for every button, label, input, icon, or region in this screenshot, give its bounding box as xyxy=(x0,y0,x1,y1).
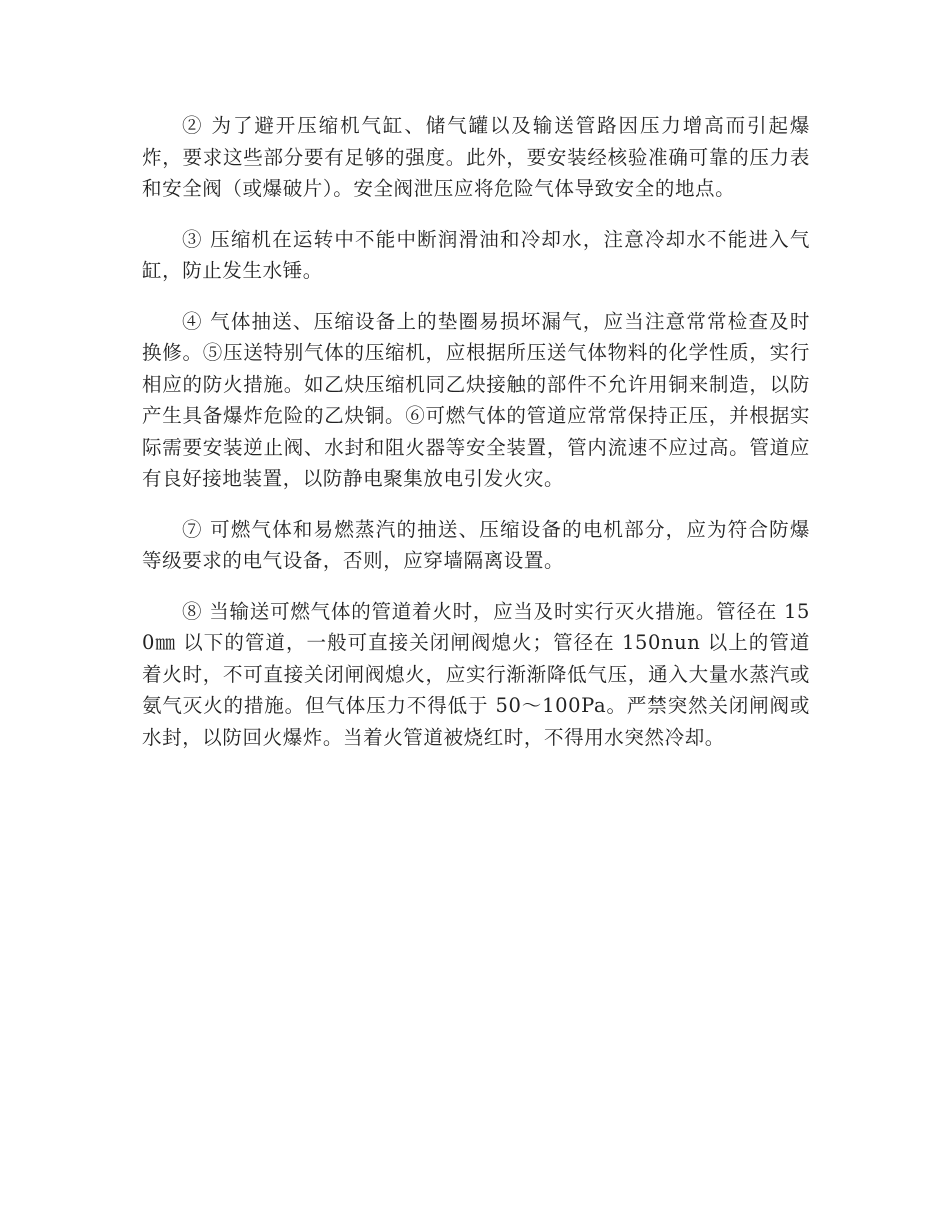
paragraph-4-6: ④ 气体抽送、压缩设备上的垫圈易损坏漏气，应当注意常常检查及时换修。⑤压送特别气体的压缩机，应根据所压送气体物料的化学性质，实行相应的防火措施。如乙炔压缩机同乙炔接触的部件不允许用铜来制造，以防产生具备爆炸危险的乙炔铜。⑥可燃气体的管道应常常保持正压，并根据实际需要安装逆止阀、水封和阻火器等安全装置，管内流速不应过高。管道应有良好接地装置，以防静电聚集放电引发火灾。 xyxy=(142,309,810,490)
paragraph-8: ⑧ 当输送可燃气体的管道着火时，应当及时实行灭火措施。管径在 150㎜ 以下的管道，一般可直接关闭闸阀熄火；管径在 150nun 以上的管道着火时，不可直接关闭闸阀熄火，应实行渐渐降低气压，通入大量水蒸汽或氨气灭火的措施。但气体压力不得低于 50～100Pa。严禁突然关闭闸阀或水封，以防回火爆炸。当着火管道被烧红时，不得用水突然冷却。 xyxy=(142,599,810,749)
document-body xyxy=(142,110,810,772)
paragraph-2: ② 为了避开压缩机气缸、储气罐以及输送管路因压力增高而引起爆炸，要求这些部分要有足够的强度。此外，要安装经核验准确可靠的压力表和安全阀（或爆破片）。安全阀泄压应将危险气体导致安全的地点。 xyxy=(142,114,810,200)
paragraph-3: ③ 压缩机在运转中不能中断润滑油和冷却水，注意冷却水不能进入气缸，防止发生水锤。 xyxy=(142,227,810,282)
paragraph-7: ⑦ 可燃气体和易燃蒸汽的抽送、压缩设备的电机部分，应为符合防爆等级要求的电气设备，否则，应穿墙隔离设置。 xyxy=(142,517,810,572)
